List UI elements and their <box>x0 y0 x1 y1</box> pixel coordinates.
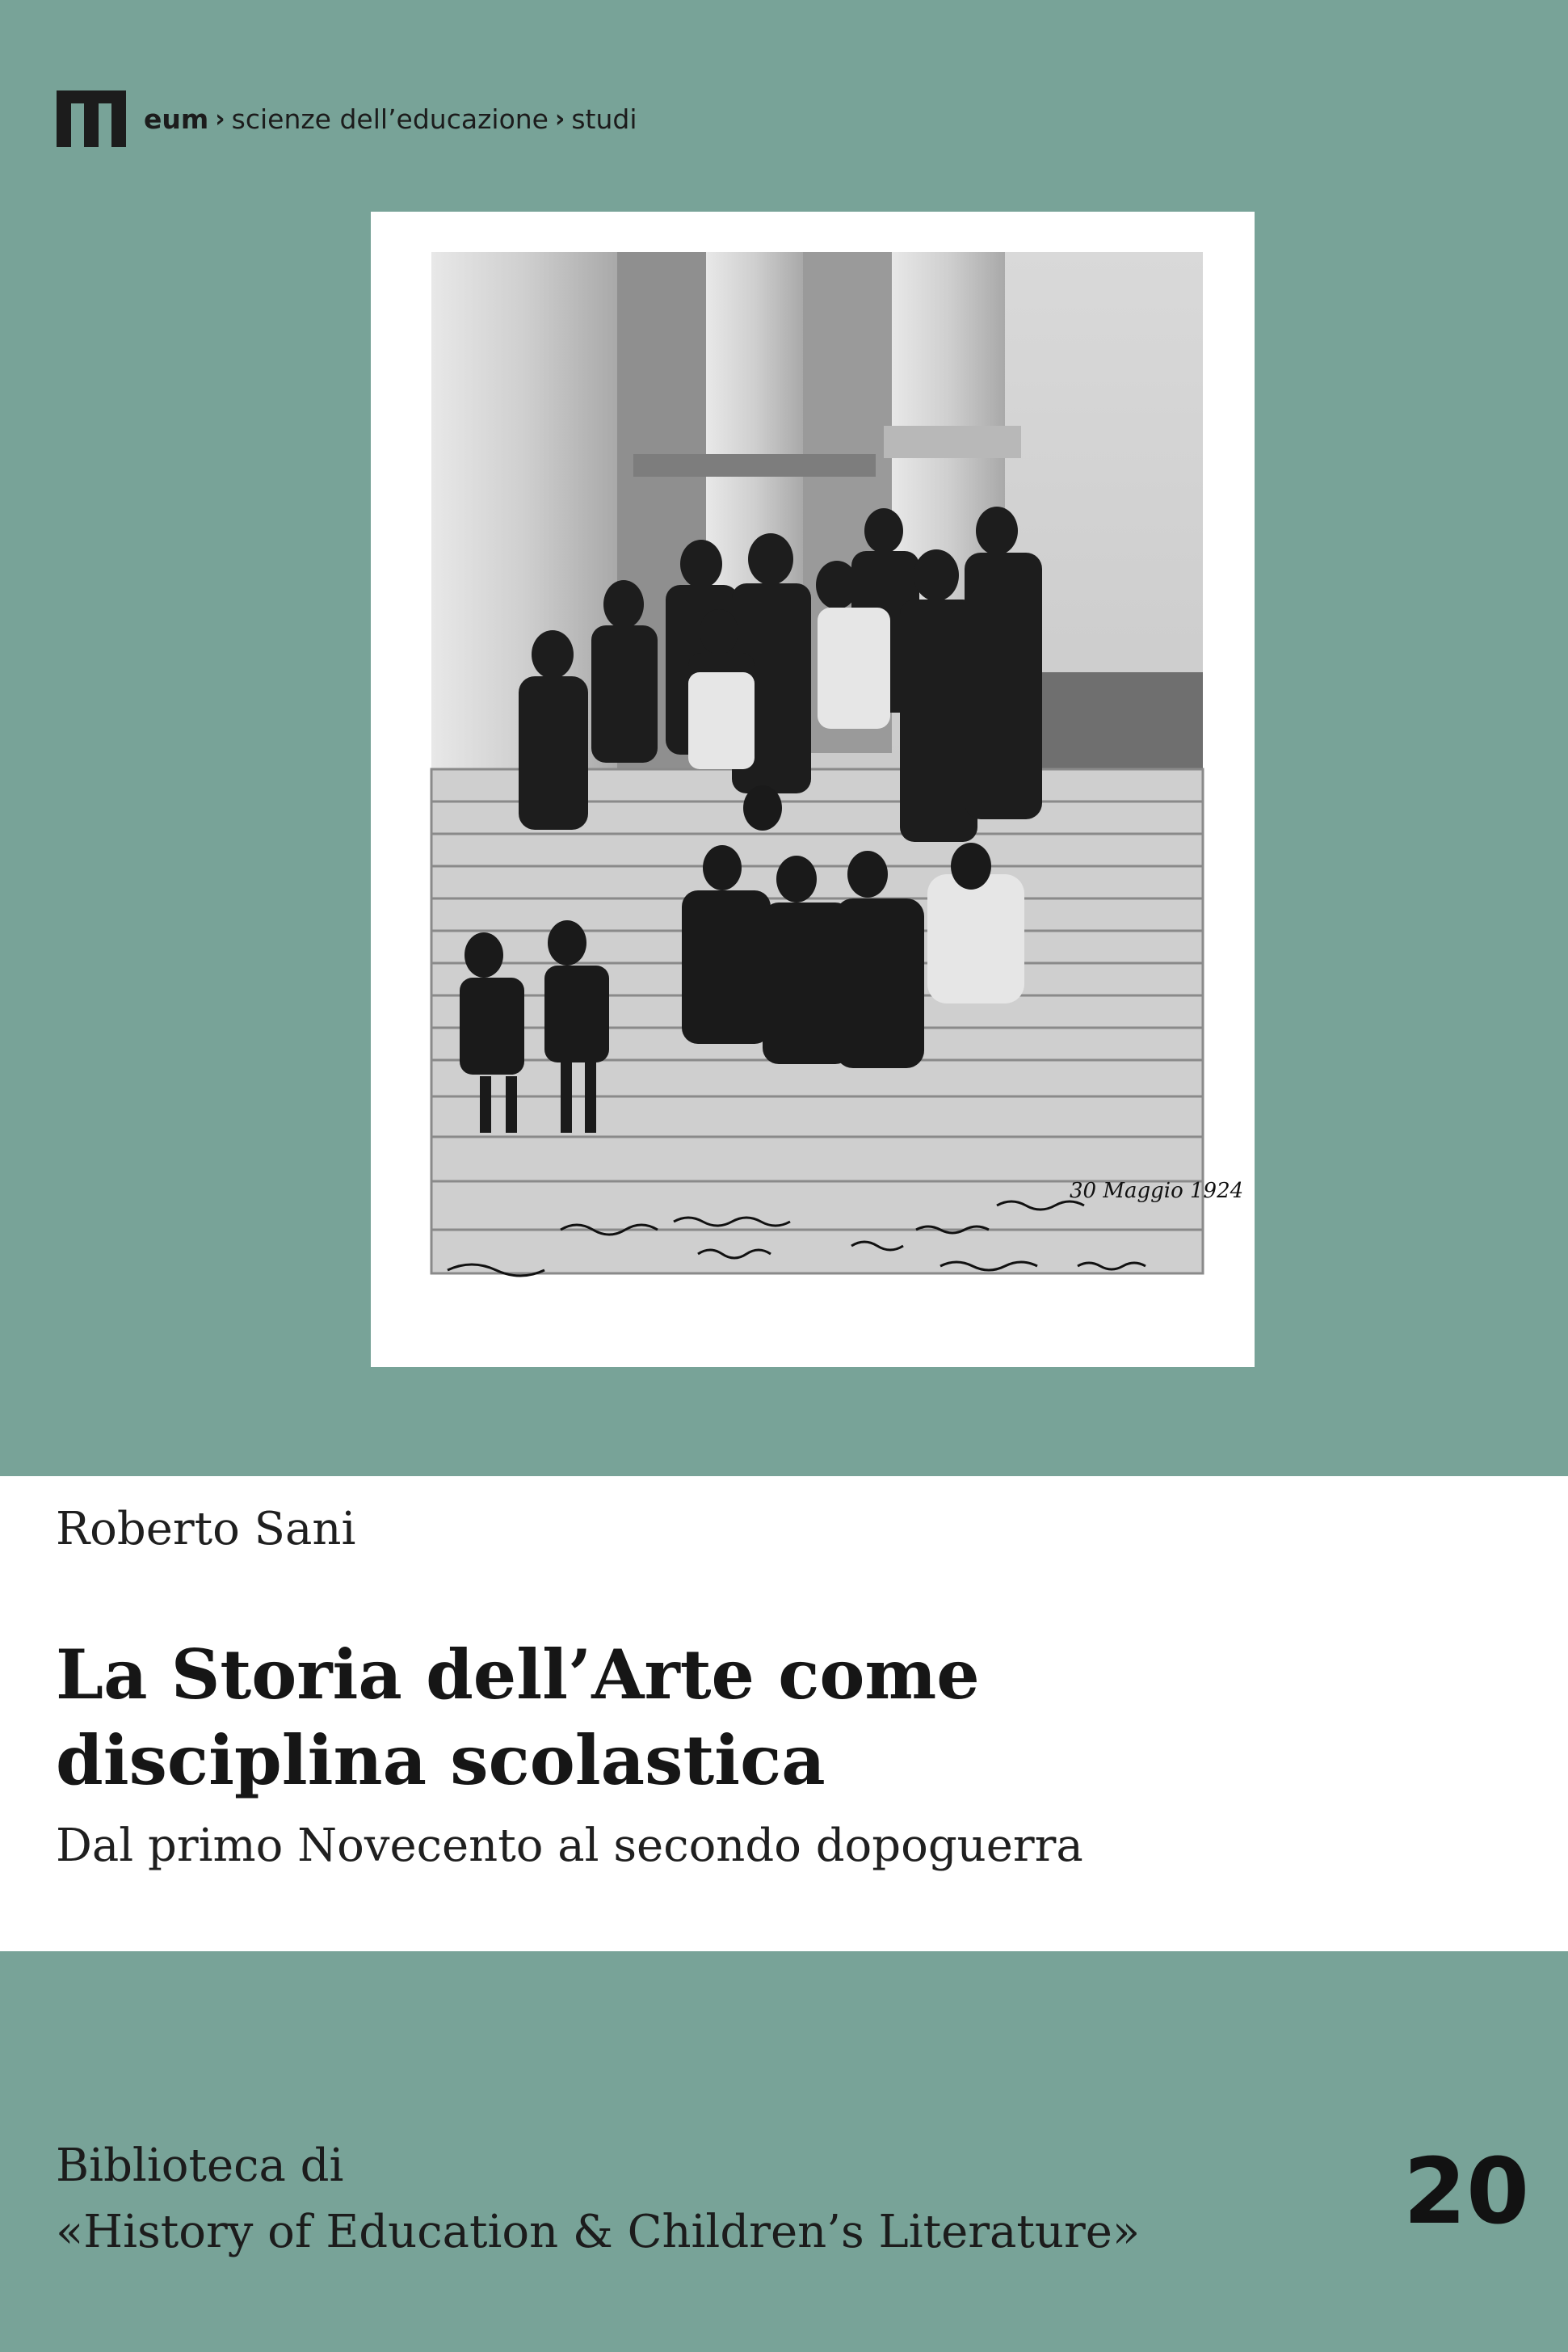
series-level2: studi <box>571 103 637 135</box>
book-subtitle: Dal primo Novecento al secondo dopoguerra <box>56 1820 1083 1872</box>
collection-line-2: «History of Education & Children’s Literature» <box>56 2206 1141 2258</box>
volume-number: 20 <box>1403 2140 1529 2245</box>
title-line-2: disciplina scolastica <box>56 1720 826 1800</box>
book-title <box>56 1632 980 1803</box>
photo-handwritten-date: 30 Maggio 1924 <box>1070 1179 1244 1203</box>
series-header <box>57 90 637 147</box>
collection-name <box>56 2133 1140 2266</box>
cover-photo <box>431 252 1244 1273</box>
publisher-name: eum <box>144 103 209 135</box>
series-level1: scienze dell’educazione <box>231 103 549 135</box>
collection-line-1: Biblioteca di <box>56 2140 344 2192</box>
series-breadcrumb <box>144 103 637 135</box>
author-name: Roberto Sani <box>56 1503 356 1555</box>
chevron-right-icon: › <box>554 104 565 133</box>
eum-logo-icon <box>57 90 126 147</box>
chevron-right-icon: › <box>215 104 225 133</box>
cover-photo-frame <box>371 212 1255 1367</box>
group-photo-illustration <box>431 252 1244 1273</box>
title-line-1: La Storia dell’Arte come <box>56 1635 980 1715</box>
